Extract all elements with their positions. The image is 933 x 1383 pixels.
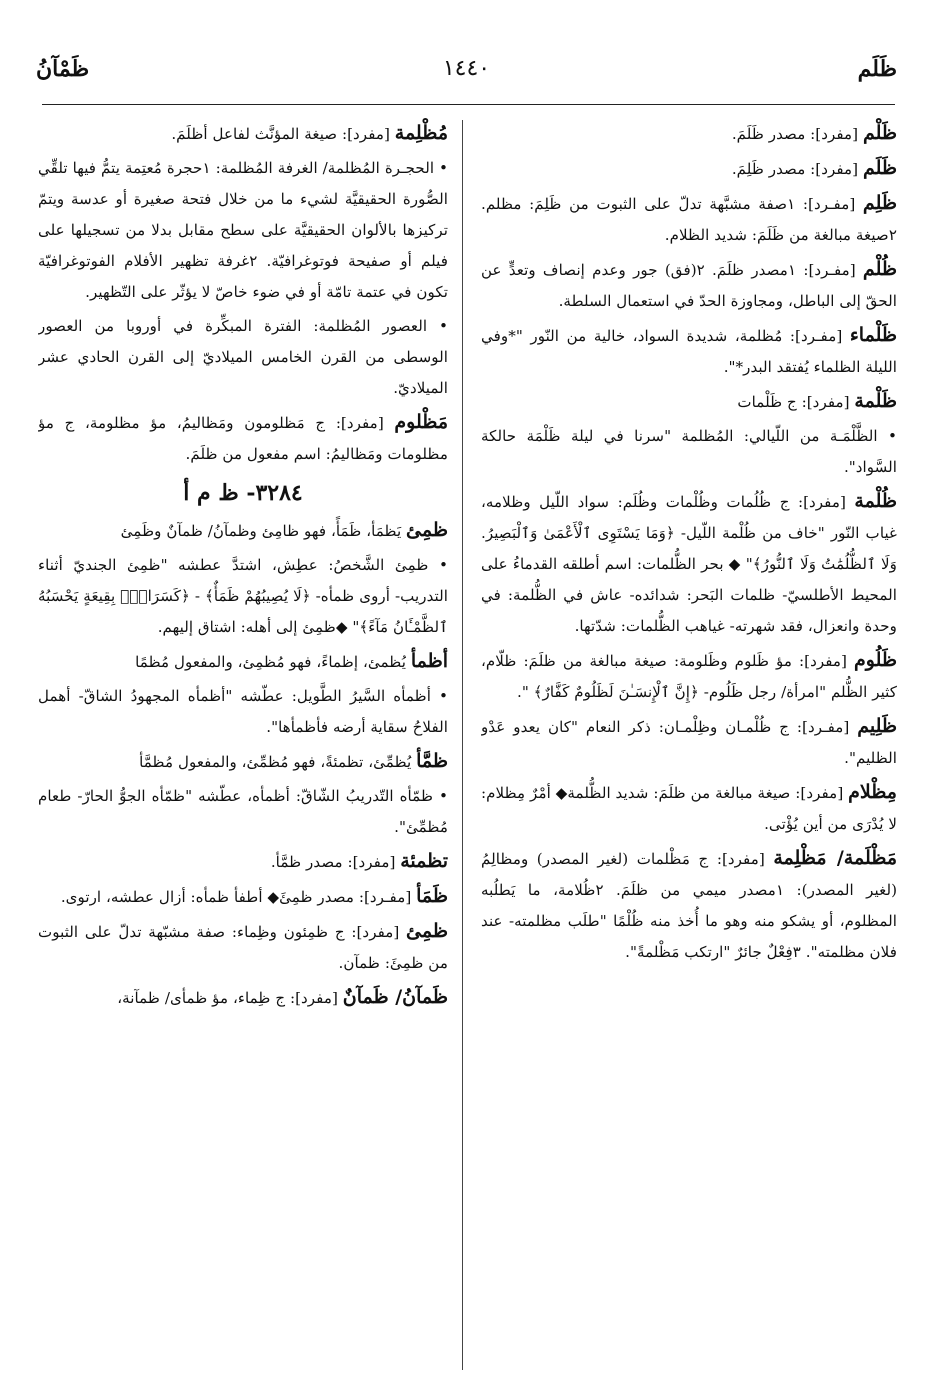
definition-text: [مفـرد]: مصدر ظمِئَ◆ أطفأ ظمأه: أزال عطشه، ارتوى.: [60, 888, 417, 906]
dictionary-entry: [481, 320, 897, 383]
dictionary-entry: [38, 846, 448, 878]
headword: ظمَّأ: [416, 750, 448, 772]
definition-text: • الظَّلْمَـة من اللّيالي: المُظلمة "سرنا في ليلة ظَلْمَة حالكة السَّواد".: [481, 427, 897, 476]
left-column: [38, 118, 448, 1358]
running-head-left: ظَمْآنُ: [36, 56, 90, 82]
headword: ظَلْم: [862, 122, 897, 144]
headword: مَظْلَمة/ مَظْلِمة: [773, 847, 897, 869]
dictionary-entry: [481, 188, 897, 251]
headword: ظمِئ: [406, 920, 448, 942]
dictionary-entry: [481, 118, 897, 150]
dictionary-entry: [38, 515, 448, 547]
definition-text: [مفرد]: مصدر ظَلِمَ.: [731, 160, 863, 178]
headword: ظمِئ: [406, 519, 448, 541]
headword: مَظْلوم: [394, 411, 448, 433]
headword: مُظْلِمة: [394, 122, 448, 144]
definition-text: • ظمِئ الشَّخصُ: عطِش، اشتدَّ عطشه "ظمِئ الجنديّ أثناء التدريب- أروى ظمأه- ﴿لَا يُصِيبُهُمْ ظَمَأٌ﴾ - ﴿كَسَرَابِۭ بِقِيعَةٍ يَحْسَبُهُ ٱلظَّمْـَٔانُ مَآءً﴾" ◆ظمِئ إلى أهله: اشتاق إليهم.: [38, 556, 448, 636]
entry-sense: [38, 311, 448, 404]
definition-text: [مفـرد]: مُظلمة، شديدة السواد، خالية من النّور "*وفي الليلة الظلماء يُفتقد البدر*".: [481, 327, 897, 376]
definition-text: [مفرد]: ج مَظْلمات (لغير المصدر) ومظالِمُ (لغير المصدر): ١مصدر ميمي من ظلَمَ. ٢ظُلامة، ما يَطلُبه المظلوم، أو يشكو منه وهو ما أُخذ منه ظُلْمًا "طلَب مظلمته- عند فلان مظلمته". ٣فِعْلٌ جائرٌ "ارتكب مَظْلمةً".: [481, 850, 897, 961]
definition-text: يُظمئ، إظماءً، فهو مُظمِئ، والمفعول مُظمًا: [135, 653, 411, 671]
dictionary-entry: [38, 118, 448, 150]
entry-sense: [38, 781, 448, 843]
dictionary-entry: [38, 881, 448, 913]
headword: أظمأ: [410, 650, 448, 672]
definition-text: [مفرد]: صيغة مبالغة من ظلَمَ: شديد الظُّلمة◆ أمْرٌ مِظلام: لا يُدْرَى من أين يُؤْتى.: [481, 784, 897, 833]
headword: تظمئة: [400, 850, 448, 872]
headword: ظَلِم: [862, 192, 897, 214]
dictionary-entry: [481, 486, 897, 642]
definition-text: • العصور المُظلمة: الفترة المبكِّرة في أوروبا من العصور الوسطى من القرن الخامس الميلاديّ إلى القرن الحادي عشر الميلاديّ.: [38, 317, 448, 397]
dictionary-entry: [481, 645, 897, 708]
definition-text: [مفرد]: صيغة المؤنَّث لفاعل أظلَمَ.: [171, 125, 395, 143]
dictionary-entry: [481, 386, 897, 418]
entry-sense: [38, 550, 448, 643]
dictionary-entry: [38, 407, 448, 470]
dictionary-entry: [38, 646, 448, 678]
headword: مِظْلام: [848, 781, 897, 803]
definition-text: • الحجـرة المُظلمة/ الغرفة المُظلمة: ١حجرة مُعتِمة يتمُّ فيها تلقِّي الصُّورة الحقيقيَّة لشيء ما من خلال فتحة صغيرة أو عدسة ويتمّ تركيزها بالألوان الحقيقيَّة على سطح مقابل بدلا من تسجيلها على فيلم أو صفيحة فوتوغرافيّة. ٢غرفة تظهير الأفلام الفوتوغرافيّة تكون في عتمة تامّة أو في ضوء خاصّ لا يؤثّر على التّظهير.: [38, 159, 448, 301]
definition-text: [مفرد]: ج مَظلومون ومَظاليمُ، مؤ مظلومة، ج مؤ مظلومات ومَظاليمُ: اسم مفعول من ظلَمَ.: [38, 414, 448, 463]
header-rule: [42, 104, 895, 105]
definition-text: [مفـرد]: ١صفة مشبَّهة تدلّ على الثبوت من ظَلِمَ: مظلم. ٢صيغة مبالغة من ظَلَمَ: شديد الظلام.: [481, 195, 897, 244]
definition-text: • أظمأه السَّيرُ الطَّويل: عطّشه "أظمأه المجهودُ الشاقّ- أهمل الفلاحُ سقاية أرضه فأظمأها".: [38, 687, 448, 736]
headword: ظَمآنُ/ ظَمآنٌ: [342, 986, 448, 1008]
dictionary-entry: [38, 982, 448, 1014]
definition-text: [مفرد]: ج ظُلُمات وظُلْمات وظُلَم: سواد اللّيل وظلامه، غياب النّور "خاف من ظُلْمة اللّيل- ﴿وَمَا يَسْتَوِى ٱلْأَعْمَىٰ وَٱلْبَصِيرُ. وَلَا ٱلظُّلُمَٰتُ وَلَا ٱلنُّورُ﴾" ◆ بحر الظُّلمات: اسم أطلقه القدماءُ على المحيط الأطلسيّ- ظلمات البَحر: شدائده- عاش في الظُّلمة: في وحدة وانعزال، فقد شهرته- غياهب الظُّلمات: شدّتها.: [481, 493, 897, 635]
page-number: ١٤٤٠: [442, 56, 491, 81]
headword: ظَلُوم: [854, 649, 897, 671]
dictionary-entry: [38, 746, 448, 778]
definition-text: [مفرد]: ج ظمِئون وظِماء: صفة مشبّهة تدلّ على الثبوت من ظمِئَ: ظمآن.: [38, 923, 448, 972]
headword: ظَلَم: [862, 157, 897, 179]
definition-text: [مفرد]: ج ظَلْمات: [737, 393, 855, 411]
definition-text: [مفـرد]: ج ظُلْمـان وظِلْمـان: ذكر النعام "كان يعدو عَدْو الظليم".: [481, 718, 897, 767]
entry-sense: [38, 681, 448, 743]
definition-text: [مفرد]: ج ظِماء، مؤ ظمأى/ ظمآنة،: [117, 989, 343, 1007]
entry-sense: [481, 421, 897, 483]
running-head-right: ظَلَم: [857, 56, 897, 82]
dictionary-entry: [481, 153, 897, 185]
root-section-heading: ٣٢٨٤- ظ م أ: [183, 480, 303, 506]
definition-text: • ظمّأه التّدريبُ الشّاقّ: أظمأه، عطّشه "ظمّأه الجوُّ الحارّ- طعام مُظمِّئ".: [38, 787, 448, 836]
dictionary-entry: [38, 916, 448, 979]
definition-text: [مفـرد]: ١مصدر ظلَمَ. ٢(فق) جور وعدم إنصاف وتعدٍّ عن الحقّ إلى الباطل، ومجاوزة الحدّ في استعمال السلطة.: [481, 261, 897, 310]
column-divider: [462, 120, 463, 1370]
entry-sense: [38, 153, 448, 308]
definition-text: يَظمَأ، ظَمَأً، فهو ظامِئ وظمآنُ/ ظمآنٌ وظَمِئ: [120, 522, 407, 540]
headword: ظَلِيم: [857, 715, 897, 737]
headword: ظَلْمة: [854, 390, 897, 412]
right-column: [481, 118, 897, 1358]
dictionary-entry: [481, 843, 897, 968]
headword: ظَلْماء: [849, 324, 897, 346]
definition-text: [مفرد]: مؤ ظَلوم وظَلومة: صيغة مبالغة من ظلَمَ: ظلّام، كثير الظُّلم "امرأة/ رجل ظَلُوم- ﴿إِنَّ ٱلْإِنسَـٰنَ لَظَلُومٌ كَفَّارٌ﴾ ".: [481, 652, 897, 701]
definition-text: يُظمِّئ، تظمئةً، فهو مُظمِّئ، والمفعول مُظمَّأ: [139, 753, 417, 771]
headword: ظُلْم: [862, 258, 897, 280]
definition-text: [مفرد]: مصدر ظَلَمَ.: [731, 125, 863, 143]
headword: ظَمَأ: [416, 885, 448, 907]
definition-text: [مفرد]: مصدر ظمَّأ.: [270, 853, 401, 871]
dictionary-entry: [481, 777, 897, 840]
headword: ظُلْمة: [854, 490, 897, 512]
dictionary-entry: [481, 254, 897, 317]
dictionary-entry: [481, 711, 897, 774]
